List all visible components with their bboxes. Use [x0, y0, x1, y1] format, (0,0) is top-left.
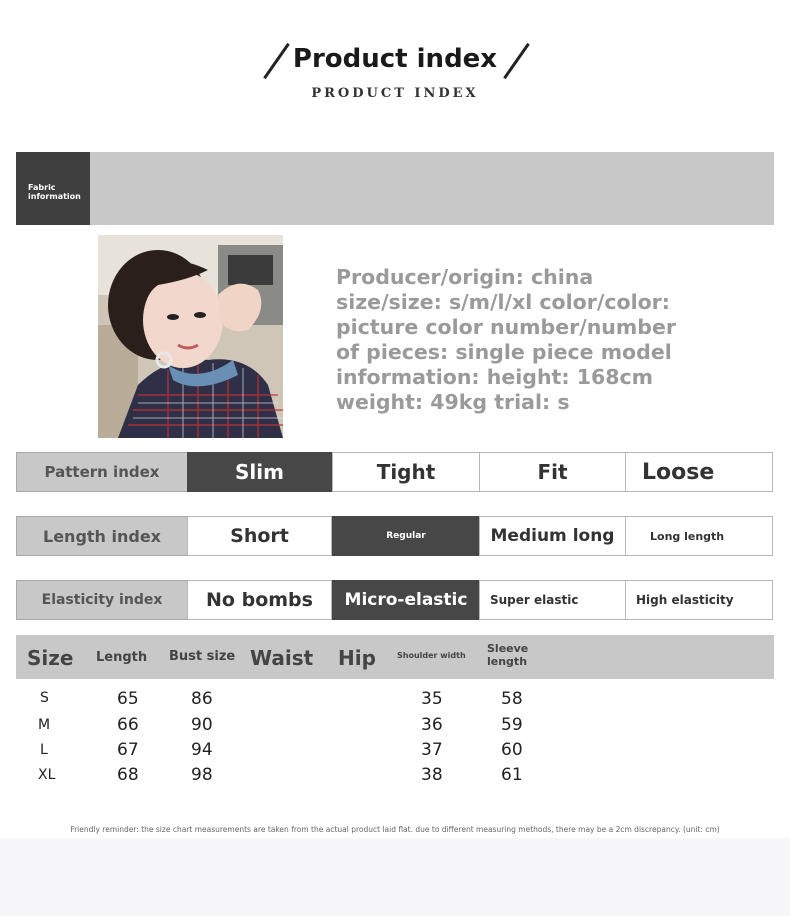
header-length: Length — [96, 650, 148, 665]
info-line: size/size: s/m/l/xl color/color: — [336, 290, 670, 314]
fabric-label: Fabric information — [28, 183, 81, 201]
size-cell: XL — [38, 767, 56, 783]
header-bust-size: Bust size — [169, 649, 236, 664]
info-line: picture color number/number — [336, 315, 676, 339]
bust-cell: 94 — [191, 740, 213, 760]
elasticity-option-super-elastic: Super elastic — [479, 580, 626, 620]
length-cell: 68 — [117, 765, 139, 785]
info-line: information: height: 168cm — [336, 365, 653, 389]
shoulder-cell: 35 — [421, 689, 443, 709]
size-cell: L — [40, 742, 48, 758]
info-line: Producer/origin: china — [336, 265, 594, 289]
product-info — [336, 265, 756, 415]
length-option-medium-long: Medium long — [479, 516, 626, 556]
fabric-label-box — [16, 152, 90, 225]
header-shoulder-width: Shoulder width — [397, 651, 466, 660]
length-index-label: Length index — [16, 516, 188, 556]
page-title: Product index — [292, 44, 498, 74]
length-option-long-length: Long length — [625, 516, 773, 556]
bottom-band — [0, 838, 790, 916]
length-cell: 66 — [117, 715, 139, 735]
bust-cell: 90 — [191, 715, 213, 735]
pattern-option-slim: Slim — [187, 452, 332, 492]
header-size: Size — [27, 646, 74, 670]
size-note: Friendly reminder: the size chart measurements are taken from the actual product laid flat. due to different measuring methods, there may be a 2cm discrepancy. (unit: cm) — [70, 825, 720, 834]
model-photo — [98, 235, 283, 438]
elasticity-option-high-elasticity: High elasticity — [625, 580, 773, 620]
sleeve-cell: 61 — [501, 765, 523, 785]
elasticity-option-no-bombs: No bombs — [187, 580, 332, 620]
bust-cell: 98 — [191, 765, 213, 785]
shoulder-cell: 37 — [421, 740, 443, 760]
pattern-index-label: Pattern index — [16, 452, 188, 492]
info-line: weight: 49kg trial: s — [336, 390, 570, 414]
page-subtitle: PRODUCT INDEX — [311, 86, 479, 101]
bust-cell: 86 — [191, 689, 213, 709]
fabric-bar — [16, 152, 774, 225]
header-hip: Hip — [338, 646, 376, 670]
info-line: of pieces: single piece model — [336, 340, 672, 364]
pattern-option-loose: Loose — [625, 452, 773, 492]
shoulder-cell: 38 — [421, 765, 443, 785]
length-cell: 67 — [117, 740, 139, 760]
size-cell: M — [38, 717, 51, 733]
pattern-option-fit: Fit — [479, 452, 626, 492]
sleeve-cell: 60 — [501, 740, 523, 760]
elasticity-index-label: Elasticity index — [16, 580, 188, 620]
sleeve-cell: 58 — [501, 689, 523, 709]
pattern-option-tight: Tight — [332, 452, 480, 492]
elasticity-option-micro-elastic: Micro-elastic — [332, 580, 480, 620]
length-cell: 65 — [117, 689, 139, 709]
length-option-short: Short — [187, 516, 332, 556]
header-waist: Waist — [250, 646, 314, 670]
sleeve-cell: 59 — [501, 715, 523, 735]
length-option-regular: Regular — [332, 516, 480, 556]
size-cell: S — [40, 690, 49, 706]
shoulder-cell: 36 — [421, 715, 443, 735]
header-sleeve-length: Sleeve length — [487, 642, 529, 668]
